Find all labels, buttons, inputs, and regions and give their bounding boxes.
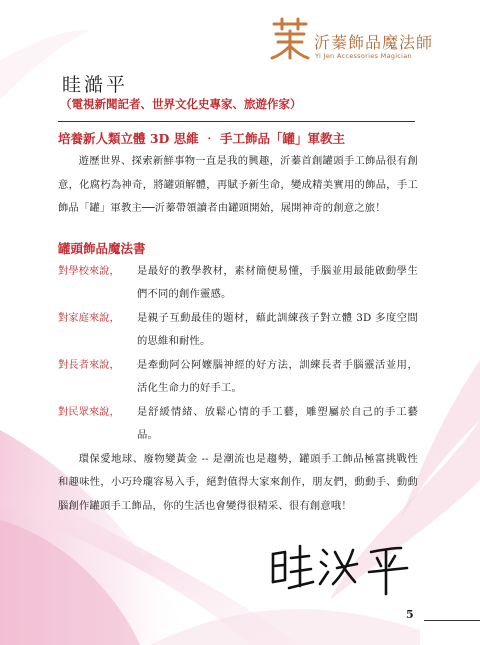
brand-logo	[268, 16, 468, 66]
author-name: 眭澔平	[62, 74, 129, 96]
yi-jen-logo-mark-icon	[268, 16, 312, 62]
entry-label: 對學校來說，	[58, 264, 120, 277]
entry-text: 是親子互動最佳的題材，藉此訓練孩子對立體 3D 多度空間的思維和耐性。	[137, 311, 418, 347]
author-signature-icon	[265, 538, 415, 598]
brand-name: 沂蓁飾品魔法師	[314, 33, 434, 52]
list-item	[58, 260, 418, 307]
entry-label: 對長者來說，	[58, 358, 120, 371]
list-item	[58, 354, 418, 401]
brand-subtitle: Yi Jen Accessories Magician	[315, 52, 412, 60]
entry-text: 是牽動阿公阿嬤腦神經的好方法，訓練長者手腦靈活並用，活化生命力的好手工。	[137, 358, 418, 394]
list-item	[58, 307, 418, 354]
entry-text: 是最好的教學教材，素材簡便易懂，手腦並用最能啟動學生們不同的創作靈感。	[137, 264, 418, 300]
section-heading-3d-thinking: 培養新人類立體 3D 思維 ‧ 手工飾品「罐」軍教主	[58, 131, 345, 146]
author-roles: （電視新聞記者、世界文化史專家、旅遊作家）	[60, 97, 302, 111]
intro-paragraph: 遊歷世界、探索新鮮事物一直是我的興趣，沂蓁首創罐頭手工飾品很有創意，化腐朽為神奇，將罐頭解體，再賦予新生命，變成精美實用的飾品，手工飾品「罐」軍教主──沂蓁帶領讀者由罐頭開始，展開神奇的創意之旅！	[58, 155, 418, 214]
page-number: 5	[406, 608, 414, 621]
header-divider	[58, 121, 415, 122]
closing-paragraph: 環保愛地球、廢物變黃金 -- 是潮流也是趨勢，罐頭手工飾品極富挑戰性和趣味性，小巧玲瓏容易入手，絕對值得大家來創作，朋友們，動動手、動動腦創作罐頭手工飾品，你的生活也會變得很精采、很有創意哦！	[58, 452, 418, 512]
entry-label: 對民眾來說，	[58, 405, 120, 418]
entry-text: 是舒緩情緒、放鬆心情的手工藝，雕塑屬於自己的手工藝品。	[137, 405, 418, 441]
section-heading-magic-book: 罐頭飾品魔法書	[58, 240, 146, 256]
list-item	[58, 401, 418, 448]
main-content	[58, 128, 418, 518]
page-number-rule	[424, 620, 480, 621]
entry-label: 對家庭來說，	[58, 311, 120, 324]
